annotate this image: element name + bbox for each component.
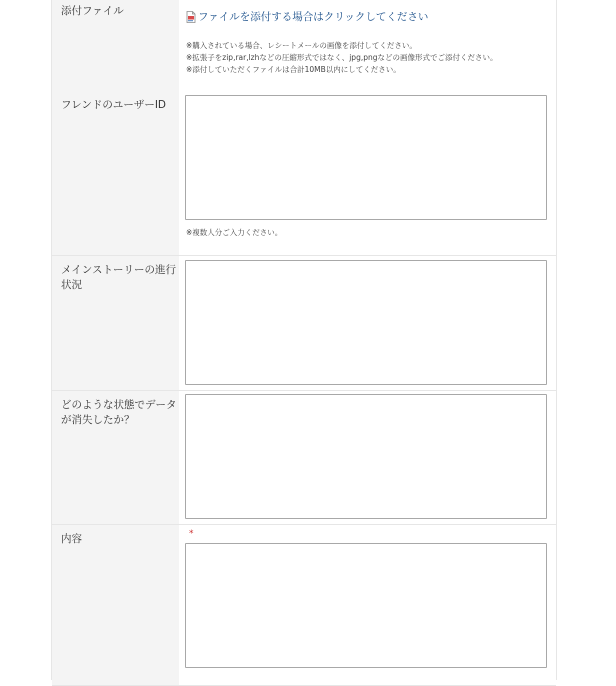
data-loss-textarea[interactable] (185, 394, 547, 519)
attach-file-link-text[interactable]: ファイルを添付する場合はクリックしてください (198, 11, 429, 23)
friend-id-textarea[interactable] (185, 95, 547, 220)
form-row-attachment (52, 0, 556, 93)
attachment-note: ※添付していただくファイルは合計10MB以内にしてください。 (186, 65, 401, 74)
form-row-story-progress (52, 256, 556, 391)
required-mark: * (189, 529, 194, 539)
label-cell (52, 91, 179, 255)
form-row-friend-id (52, 91, 556, 256)
attachment-note: ※購入されている場合、レシートメールの画像を添付してください。 (186, 41, 417, 50)
value-cell (179, 91, 556, 255)
label-cell (52, 0, 179, 92)
field-label-content: 内容 (61, 533, 82, 545)
field-label-friend-id: フレンドのユーザーID (61, 99, 166, 111)
label-cell (52, 525, 179, 685)
content-textarea[interactable] (185, 543, 547, 668)
file-icon (186, 11, 196, 23)
field-label-attachment: 添付ファイル (61, 5, 124, 17)
inquiry-form (51, 0, 557, 680)
attach-file-link[interactable] (186, 9, 428, 24)
field-label-data-loss: どのような状態でデータが消失したか？ (61, 399, 177, 426)
friend-id-hint: ※複数人分ご入力ください。 (186, 228, 283, 237)
value-cell (179, 391, 556, 524)
attachment-notes (186, 40, 497, 76)
form-row-data-loss (52, 391, 556, 525)
story-progress-textarea[interactable] (185, 260, 547, 385)
field-label-story-progress: メインストーリーの進行状況 (61, 264, 176, 291)
attachment-note: ※拡張子をzip,rar,lzhなどの圧縮形式ではなく、jpg,pngなどの画像形式でご添付ください。 (186, 53, 498, 62)
value-cell (179, 256, 556, 390)
form-row-content (52, 525, 556, 686)
label-cell (52, 256, 179, 390)
value-cell (179, 525, 556, 685)
label-cell (52, 391, 179, 524)
value-cell (179, 0, 556, 92)
